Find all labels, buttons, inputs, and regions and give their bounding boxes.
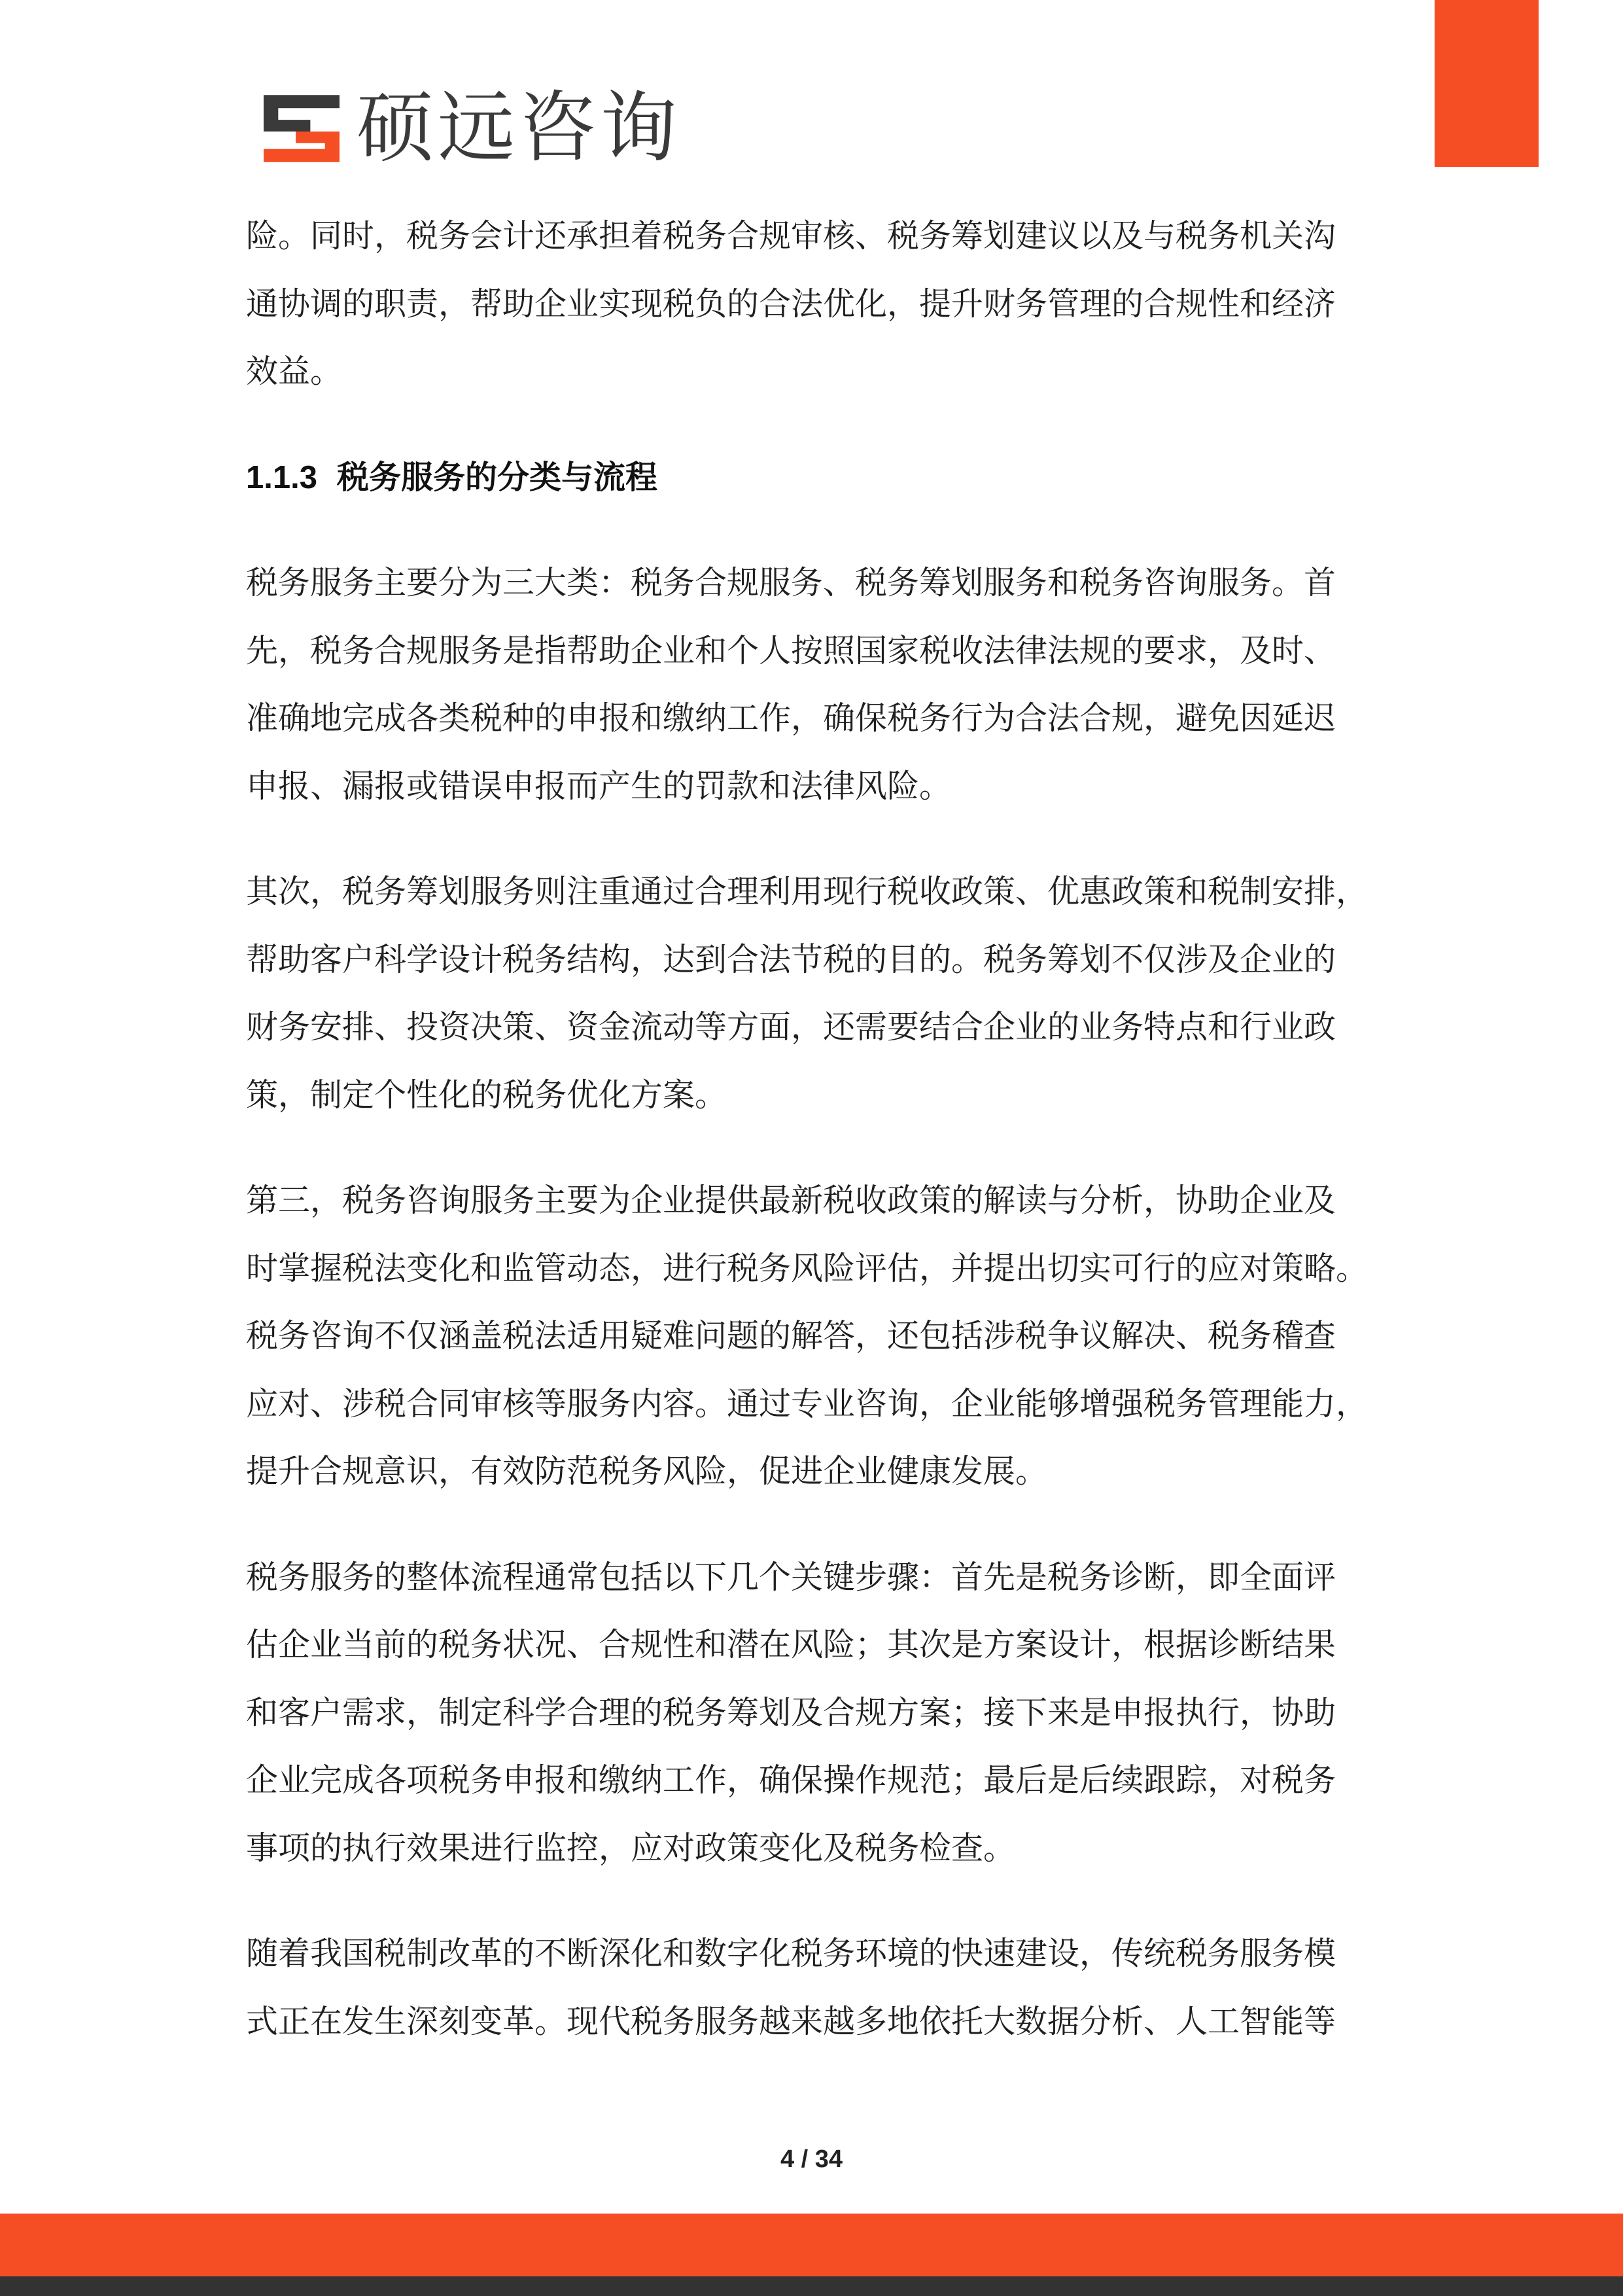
paragraph-line: 申报、漏报或错误申报而产生的罚款和法律风险。 [246, 768, 952, 804]
paragraph-line: 财务安排、投资决策、资金流动等方面，还需要结合企业的业务特点和行业政 [246, 1010, 1336, 1045]
section-heading [246, 444, 1410, 512]
paragraph [246, 1167, 1410, 1506]
corner-accent-block [1435, 0, 1539, 167]
paragraph-line: 随着我国税制改革的不断深化和数字化税务环境的快速建设，传统税务服务模 [246, 1936, 1336, 1971]
paragraph-line: 准确地完成各类税种的申报和缴纳工作，确保税务行为合法合规，避免因延迟 [246, 701, 1336, 736]
paragraph-line: 先，税务合规服务是指帮助企业和个人按照国家税收法律法规的要求，及时、 [246, 633, 1336, 669]
paragraph-line: 通协调的职责，帮助企业实现税负的合法优化，提升财务管理的合规性和经济 [246, 286, 1336, 322]
footer-accent-bar [0, 2214, 1623, 2276]
paragraph-line: 效益。 [246, 354, 343, 389]
paragraph-line: 帮助客户科学设计税务结构，达到合法节税的目的。税务筹划不仅涉及企业的 [246, 942, 1336, 978]
paragraph [246, 550, 1410, 821]
paragraph-line: 式正在发生深刻变革。现代税务服务越来越多地依托大数据分析、人工智能等 [246, 2004, 1336, 2040]
logo [264, 85, 682, 171]
page-number: 4 / 34 [780, 2146, 843, 2173]
paragraph-line: 时掌握税法变化和监管动态，进行税务风险评估，并提出切实可行的应对策略。 [246, 1250, 1369, 1286]
logo-mark-icon [264, 95, 340, 162]
footer-base-bar [0, 2276, 1623, 2296]
brand-name: 硕远咨询 [357, 85, 682, 171]
heading-title: 税务服务的分类与流程 [336, 459, 657, 495]
paragraph [246, 1920, 1410, 2056]
paragraph-line: 估企业当前的税务状况、合规性和潜在风险；其次是方案设计，根据诊断结果 [246, 1627, 1336, 1663]
paragraph-line: 策，制定个性化的税务优化方案。 [246, 1077, 727, 1113]
paragraph-line: 险。同时，税务会计还承担着税务合规审核、税务筹划建议以及与税务机关沟 [246, 219, 1336, 254]
paragraph-line: 事项的执行效果进行监控，应对政策变化及税务检查。 [246, 1830, 1016, 1866]
paragraph-line: 第三，税务咨询服务主要为企业提供最新税收政策的解读与分析，协助企业及 [246, 1183, 1336, 1218]
paragraph [246, 203, 1410, 406]
paragraph-line: 提升合规意识，有效防范税务风险，促进企业健康发展。 [246, 1454, 1048, 1489]
heading-number: 1.1.3 [246, 459, 317, 495]
paragraph [246, 858, 1410, 1129]
paragraph-line: 税务服务主要分为三大类：税务合规服务、税务筹划服务和税务咨询服务。首 [246, 565, 1336, 601]
paragraph-line: 企业完成各项税务申报和缴纳工作，确保操作规范；最后是后续跟踪，对税务 [246, 1763, 1336, 1798]
paragraph-line: 和客户需求，制定科学合理的税务筹划及合规方案；接下来是申报执行，协助 [246, 1695, 1336, 1731]
paragraph-line: 税务咨询不仅涵盖税法适用疑难问题的解答，还包括涉税争议解决、税务稽查 [246, 1318, 1336, 1354]
paragraph-line: 其次，税务筹划服务则注重通过合理利用现行税收政策、优惠政策和税制安排， [246, 874, 1369, 910]
paragraph [246, 1544, 1410, 1883]
document-body [246, 203, 1410, 2094]
paragraph-line: 税务服务的整体流程通常包括以下几个关键步骤：首先是税务诊断，即全面评 [246, 1559, 1336, 1595]
paragraph-line: 应对、涉税合同审核等服务内容。通过专业咨询，企业能够增强税务管理能力， [246, 1386, 1369, 1422]
